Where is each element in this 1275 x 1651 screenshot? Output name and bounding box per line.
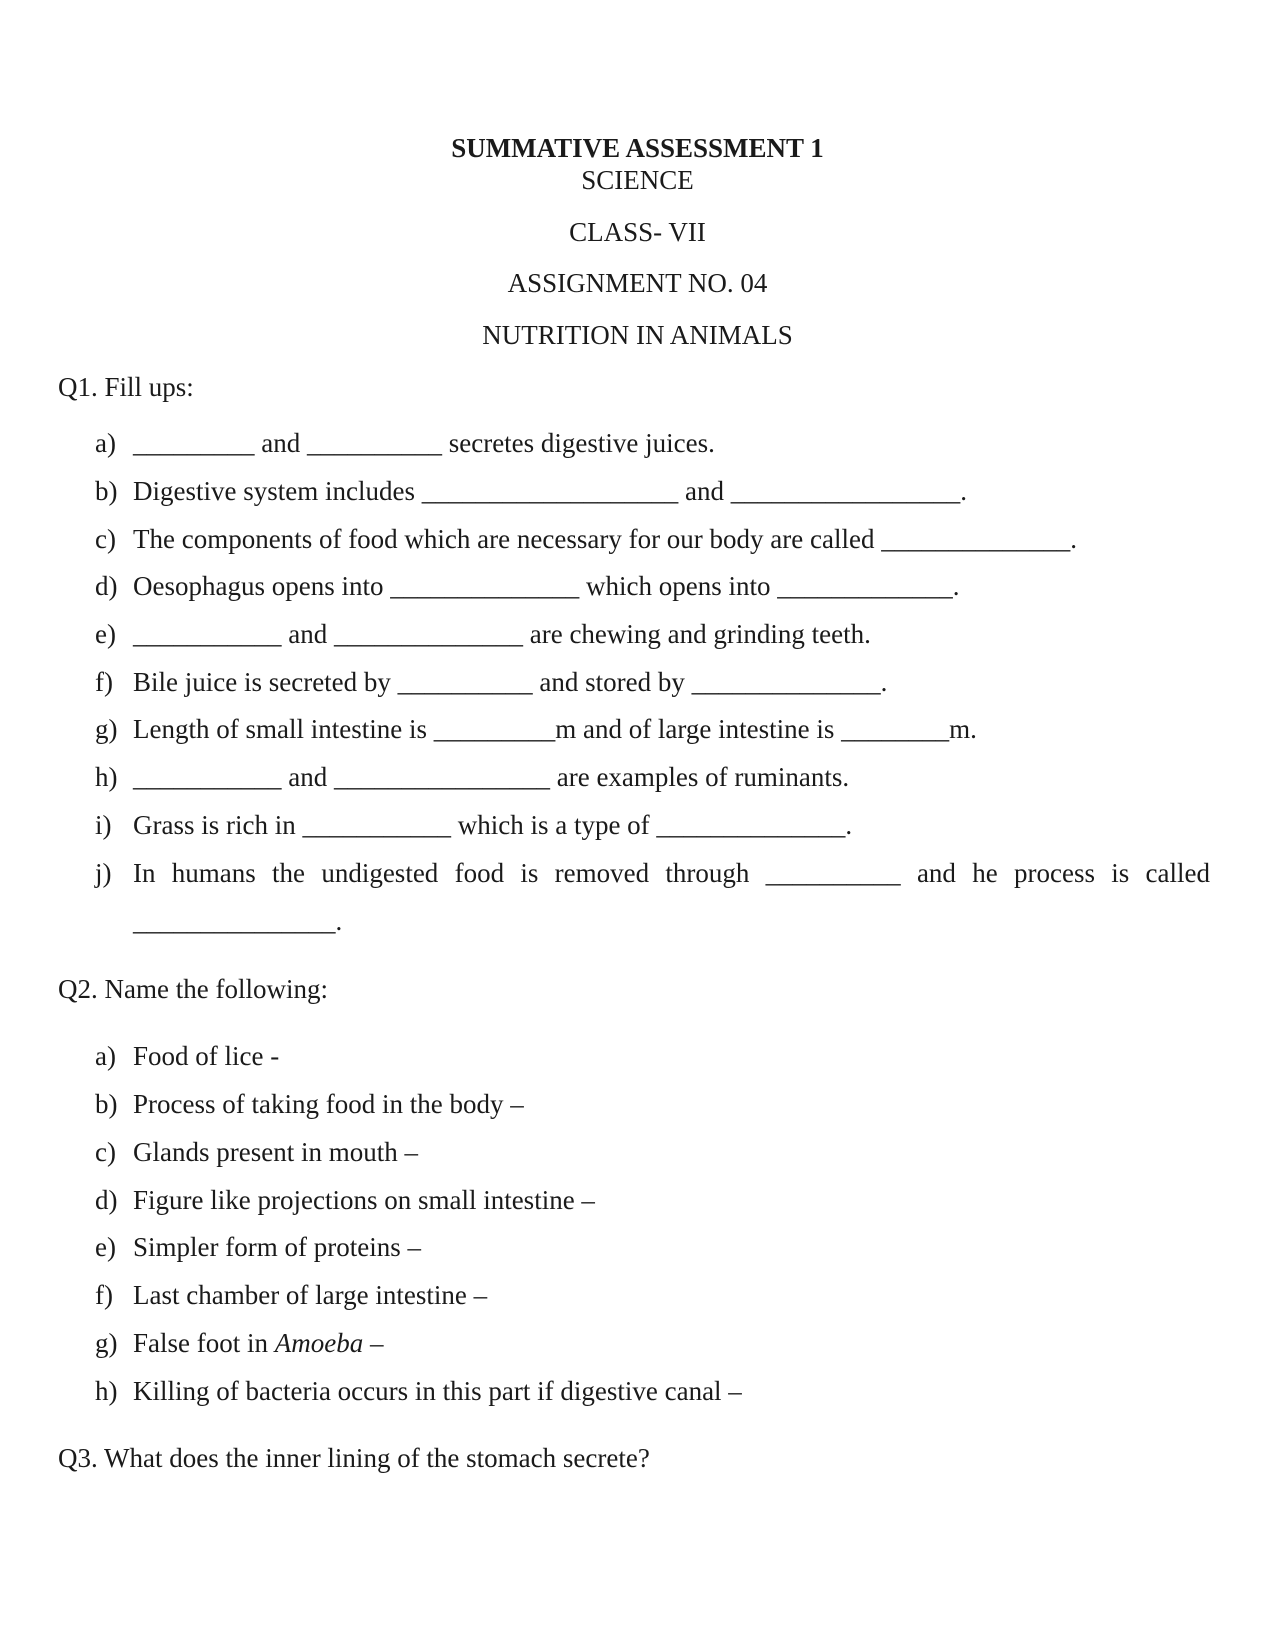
q1-item-g [95, 714, 977, 745]
item-text-italic: Amoeba [274, 1328, 364, 1358]
item-marker: e) [95, 619, 116, 649]
item-marker: d) [95, 1185, 118, 1215]
item-text: Grass is rich in ___________ which is a type of ______________. [133, 810, 853, 840]
item-marker: g) [95, 1328, 118, 1358]
q2-item-b [95, 1089, 524, 1120]
q3-title: Q3. What does the inner lining of the stomach secrete? [58, 1443, 650, 1473]
item-marker: c) [95, 1137, 116, 1167]
item-marker: g) [95, 714, 118, 744]
item-text: The components of food which are necessary for our body are called ______________. [133, 524, 1077, 554]
class-heading: CLASS- VII [569, 217, 706, 247]
q2-item-d [95, 1185, 595, 1216]
q2-item-c [95, 1137, 418, 1168]
q1-item-a [95, 428, 715, 459]
q1-item-h [95, 762, 849, 793]
item-marker: e) [95, 1232, 116, 1262]
item-text: ___________ and ________________ are examples of ruminants. [133, 762, 850, 792]
item-text: Food of lice - [133, 1041, 280, 1071]
item-text: _________ and __________ secretes digestive juices. [133, 428, 715, 458]
q1-item-b [95, 476, 967, 507]
item-marker: h) [95, 762, 118, 792]
item-text: In humans the undigested food is removed through __________ and he process is called [133, 858, 1210, 888]
item-marker: c) [95, 524, 116, 554]
item-text: Glands present in mouth – [133, 1137, 418, 1167]
item-text-before: False foot in [133, 1328, 275, 1358]
item-text: Digestive system includes ___________________ and _________________. [133, 476, 967, 506]
assignment-heading: ASSIGNMENT NO. 04 [507, 268, 768, 298]
item-marker: f) [95, 667, 113, 697]
q2-item-f [95, 1280, 487, 1311]
item-text: ___________ and ______________ are chewing and grinding teeth. [133, 619, 871, 649]
q1-item-f [95, 667, 887, 698]
item-text: Oesophagus opens into ______________ which opens into _____________. [133, 571, 960, 601]
item-text: Length of small intestine is _________m and of large intestine is ________m. [133, 714, 977, 744]
item-text: Killing of bacteria occurs in this part if digestive canal – [133, 1376, 742, 1406]
item-marker: a) [95, 428, 116, 458]
item-marker: j) [95, 858, 112, 888]
q1-item-j-continuation: _______________. [133, 906, 343, 936]
item-marker: b) [95, 1089, 118, 1119]
q2-item-e [95, 1232, 421, 1263]
item-text: Last chamber of large intestine – [133, 1280, 488, 1310]
item-marker: d) [95, 571, 118, 601]
item-text-after: – [363, 1328, 384, 1358]
item-text: Process of taking food in the body – [133, 1089, 524, 1119]
topic-heading: NUTRITION IN ANIMALS [482, 320, 793, 350]
item-marker: i) [95, 810, 112, 840]
document-title: SUMMATIVE ASSESSMENT 1 [451, 133, 824, 163]
item-marker: h) [95, 1376, 118, 1406]
q1-item-j [95, 858, 1210, 889]
item-marker: f) [95, 1280, 113, 1310]
q2-title: Q2. Name the following: [58, 974, 328, 1004]
item-text: Simpler form of proteins – [133, 1232, 421, 1262]
q2-item-g [95, 1328, 383, 1359]
subject-heading: SCIENCE [581, 165, 694, 195]
q1-item-c [95, 524, 1077, 555]
q2-item-a [95, 1041, 279, 1072]
q1-item-i [95, 810, 852, 841]
item-marker: a) [95, 1041, 116, 1071]
q1-item-d [95, 571, 959, 602]
q1-title: Q1. Fill ups: [58, 372, 194, 402]
item-marker: b) [95, 476, 118, 506]
q2-item-h [95, 1376, 742, 1407]
item-text: Bile juice is secreted by __________ and stored by ______________. [133, 667, 888, 697]
item-text: Figure like projections on small intestine – [133, 1185, 595, 1215]
q1-item-e [95, 619, 871, 650]
